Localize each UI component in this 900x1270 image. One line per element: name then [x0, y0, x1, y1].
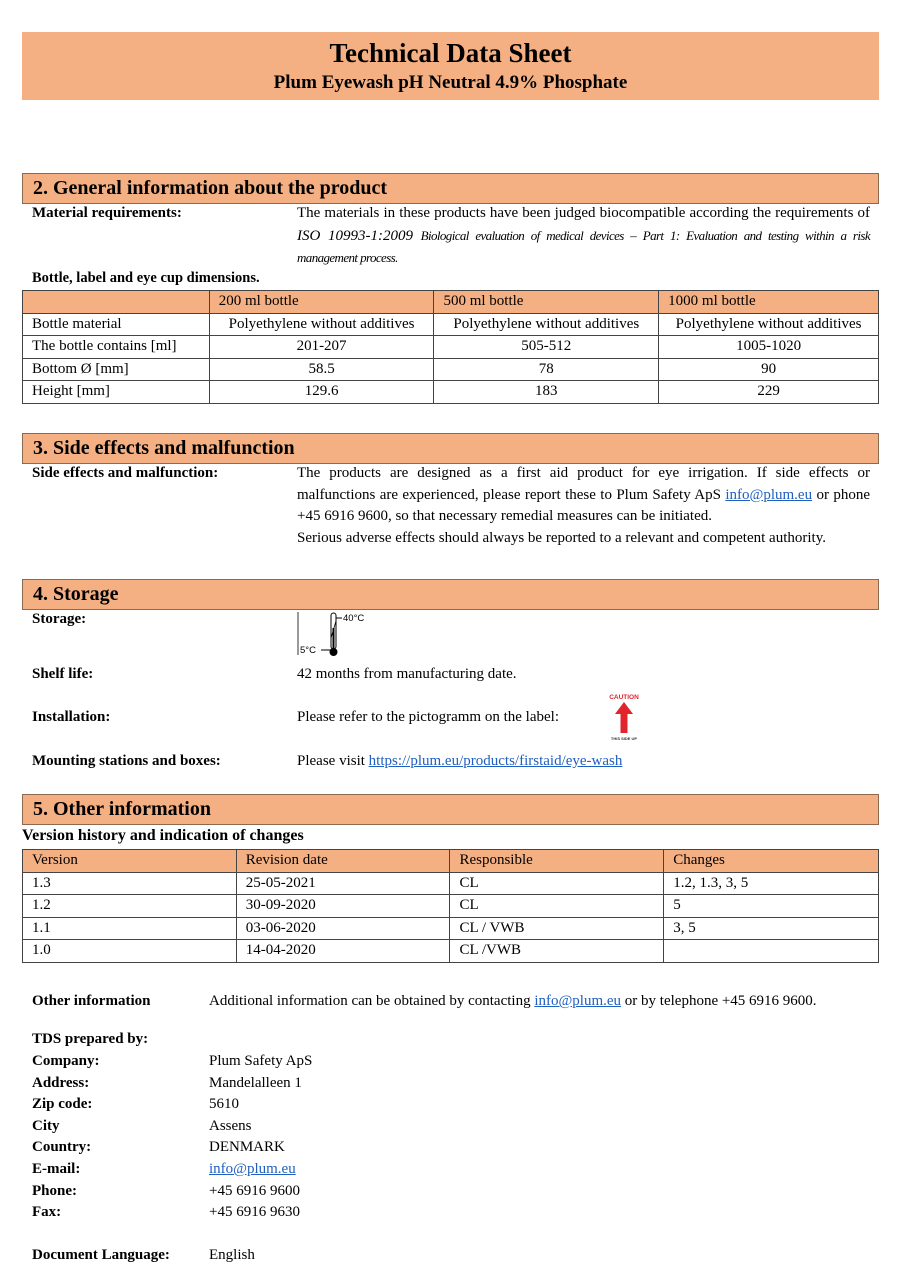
contact-value: +45 6916 9630 — [209, 1204, 300, 1221]
storage-label: Storage: — [32, 611, 87, 627]
document-header — [22, 32, 879, 100]
table-header-cell: Responsible — [450, 850, 664, 873]
email-link[interactable]: info@plum.eu — [725, 486, 813, 503]
table-cell: 1.0 — [23, 940, 237, 963]
contact-label: Company: — [32, 1053, 100, 1069]
dimensions-table — [22, 290, 879, 404]
contact-email-value-link[interactable]: info@plum.eu — [209, 1160, 296, 1177]
table-header-cell: 500 ml bottle — [434, 291, 659, 314]
contact-label: Phone: — [32, 1182, 77, 1199]
side-effects-text-part1: The products are designed as a first aid product for eye irrigation. If side effects or malfunctions are experienced, please report these to Plum Safety ApS — [297, 465, 870, 503]
temp-high-label: 40°C — [343, 613, 365, 624]
document-title: Technical Data Sheet — [329, 38, 572, 68]
table-cell: Height [mm] — [23, 381, 210, 404]
table-header-cell: 200 ml bottle — [209, 291, 434, 314]
section-5-heading: 5. Other information — [22, 794, 879, 825]
material-requirements-label: Material requirements: — [32, 205, 182, 221]
table-cell: 1005-1020 — [659, 336, 879, 359]
table-header-cell: Changes — [664, 850, 879, 873]
document-language-label: Document Language: — [32, 1247, 170, 1263]
table-header-cell: Revision date — [236, 850, 450, 873]
table-header-cell — [23, 291, 210, 314]
temp-low-label: 5°C — [300, 645, 316, 656]
contact-value: +45 6916 9600 — [209, 1182, 300, 1199]
section-3-heading: 3. Side effects and malfunction — [22, 433, 879, 464]
material-requirements-text — [297, 203, 870, 270]
contact-value: 5610 — [209, 1096, 239, 1113]
contact-row-address — [32, 1073, 532, 1095]
mounting-label: Mounting stations and boxes: — [32, 753, 221, 769]
table-cell: CL — [450, 895, 664, 918]
table-header-cell: 1000 ml bottle — [659, 291, 879, 314]
section-4-heading: 4. Storage — [22, 579, 879, 610]
prepared-by-label: TDS prepared by: — [32, 1031, 149, 1047]
table-row — [23, 895, 879, 918]
table-cell: 1.2 — [23, 895, 237, 918]
table-cell: CL / VWB — [450, 917, 664, 940]
version-table — [22, 849, 879, 963]
table-row — [23, 940, 879, 963]
contact-details — [32, 1051, 532, 1224]
table-cell: 1.1 — [23, 917, 237, 940]
this-side-up-label: THIS SIDE UP — [610, 736, 638, 741]
table-row — [23, 336, 879, 359]
table-cell: Polyethylene without additives — [209, 313, 434, 336]
table-cell: 5 — [664, 895, 879, 918]
iso-standard: ISO 10993-1:2009 — [297, 227, 413, 244]
contact-row-fax — [32, 1202, 532, 1224]
other-information-text — [209, 991, 879, 1013]
table-cell: CL — [450, 872, 664, 895]
product-url-link[interactable]: https://plum.eu/products/firstaid/eye-wash — [368, 753, 623, 769]
table-header-cell: Version — [23, 850, 237, 873]
table-cell: 14-04-2020 — [236, 940, 450, 963]
table-cell: 03-06-2020 — [236, 917, 450, 940]
contact-value: Mandelalleen 1 — [209, 1074, 302, 1091]
table-cell: 1.3 — [23, 872, 237, 895]
table-cell: 25-05-2021 — [236, 872, 450, 895]
contact-label: E-mail: — [32, 1160, 81, 1177]
version-history-title: Version history and indication of changes — [22, 827, 304, 844]
contact-label: Country: — [32, 1139, 92, 1156]
shelf-life-label: Shelf life: — [32, 666, 94, 682]
material-text: The materials in these products have been judged biocompatible according the requirements of — [297, 205, 870, 221]
table-cell: CL /VWB — [450, 940, 664, 963]
table-cell: Polyethylene without additives — [434, 313, 659, 336]
other-info-prefix: Additional information can be obtained by contacting — [209, 993, 535, 1009]
contact-row-phone — [32, 1181, 532, 1203]
table-cell: Bottle material — [23, 313, 210, 336]
document-language-value: English — [209, 1247, 255, 1263]
mounting-text-prefix: Please visit — [297, 753, 369, 769]
contact-row-zip — [32, 1094, 532, 1116]
section-2-heading: 2. General information about the product — [22, 173, 879, 204]
table-row — [23, 917, 879, 940]
table-cell: 229 — [659, 381, 879, 404]
document-subtitle: Plum Eyewash pH Neutral 4.9% Phosphate — [273, 72, 628, 93]
adverse-effects-text: Serious adverse effects should always be reported to a relevant and competent authority. — [297, 530, 826, 546]
contact-row-company — [32, 1051, 532, 1073]
contact-value: Assens — [209, 1117, 252, 1134]
installation-text: Please refer to the pictogramm on the label: — [297, 709, 559, 725]
shelf-life-text: 42 months from manufacturing date. — [297, 666, 517, 682]
mounting-text — [297, 751, 622, 773]
table-cell: 90 — [659, 358, 879, 381]
table-cell: Bottom Ø [mm] — [23, 358, 210, 381]
contact-row-country — [32, 1137, 532, 1159]
dimensions-title: Bottle, label and eye cup dimensions. — [32, 270, 260, 286]
table-row — [23, 381, 879, 404]
table-cell — [664, 940, 879, 963]
contact-label: Address: — [32, 1074, 90, 1091]
side-effects-text-part2: or phone +45 6916 9600, so that necessary remedial measures can be initiated. — [297, 486, 870, 524]
table-row — [23, 872, 879, 895]
table-cell: 129.6 — [209, 381, 434, 404]
version-header-row — [23, 850, 879, 873]
contact-label: Fax: — [32, 1204, 62, 1221]
this-side-up-icon — [604, 692, 644, 742]
document-language-row — [32, 1245, 255, 1266]
table-cell: 201-207 — [209, 336, 434, 359]
contact-label: City — [32, 1117, 60, 1134]
table-cell: 30-09-2020 — [236, 895, 450, 918]
dimensions-header-row — [23, 291, 879, 314]
temperature-limit-icon — [297, 610, 387, 660]
table-row — [23, 313, 879, 336]
caution-label: CAUTION — [609, 694, 639, 701]
contact-label: Zip code: — [32, 1096, 93, 1113]
other-information-label: Other information — [32, 993, 151, 1009]
side-effects-text — [297, 463, 870, 528]
table-cell: 78 — [434, 358, 659, 381]
side-effects-label: Side effects and malfunction: — [32, 465, 219, 481]
table-cell: 505-512 — [434, 336, 659, 359]
table-cell: The bottle contains [ml] — [23, 336, 210, 359]
table-cell: 3, 5 — [664, 917, 879, 940]
table-row — [23, 358, 879, 381]
contact-value: DENMARK — [209, 1139, 285, 1156]
contact-email-link[interactable]: info@plum.eu — [534, 993, 622, 1009]
table-cell: Polyethylene without additives — [659, 313, 879, 336]
contact-row-email — [32, 1159, 532, 1181]
other-info-suffix: or by telephone +45 6916 9600. — [621, 993, 817, 1009]
installation-label: Installation: — [32, 709, 111, 725]
contact-value: Plum Safety ApS — [209, 1053, 313, 1069]
iso-description: Biological evaluation of medical devices – Part 1: Evaluation and testing within a risk management process. — [297, 227, 871, 265]
table-cell: 1.2, 1.3, 3, 5 — [664, 872, 879, 895]
table-cell: 58.5 — [209, 358, 434, 381]
table-cell: 183 — [434, 381, 659, 404]
contact-row-city — [32, 1116, 532, 1138]
